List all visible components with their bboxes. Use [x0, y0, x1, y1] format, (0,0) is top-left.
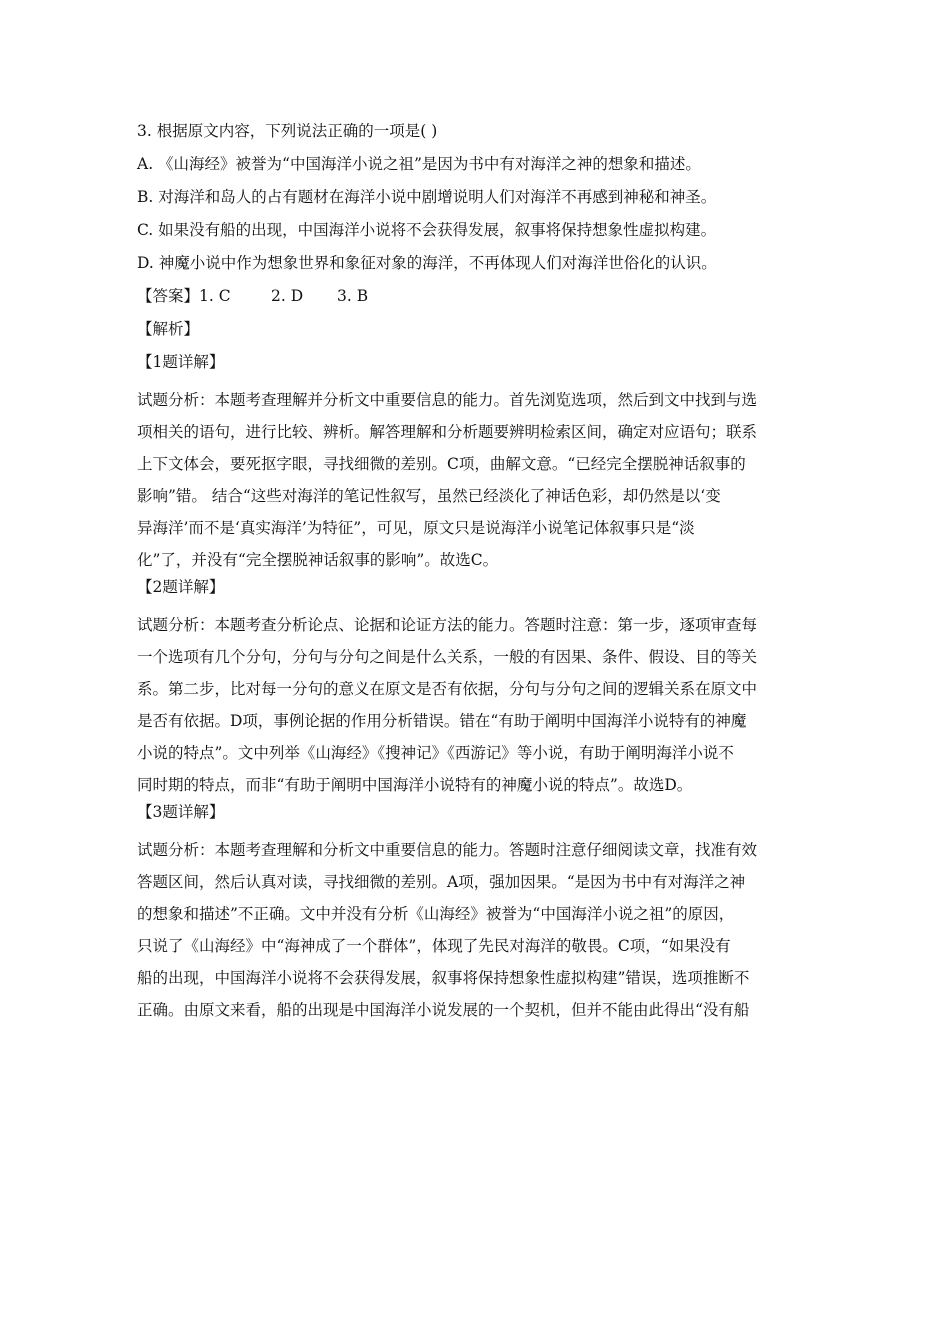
text-line: 影响”错。 结合“这些对海洋的笔记性叙写，虽然已经淡化了神话色彩，却仍然是以‘变	[137, 487, 721, 505]
answer-line	[137, 285, 813, 308]
text-line: 船的出现，中国海洋小说将不会获得发展，叙事将保持想象性虚拟构建”错误，选项推断不	[137, 969, 750, 987]
analysis-heading: 【解析】	[137, 320, 200, 338]
text-line: 试题分析：本题考查分析论点、论据和论证方法的能力。答题时注意：第一步，逐项审查每	[137, 616, 758, 634]
detail-paragraph-1	[137, 384, 813, 576]
answer-item: 3. B	[337, 287, 369, 305]
answer-item: 1. C	[199, 287, 231, 305]
text-line: 小说的特点”。文中列举《山海经》《搜神记》《西游记》等小说，有助于阐明海洋小说不	[137, 744, 734, 762]
text-line: 试题分析：本题考查理解和分析文中重要信息的能力。答题时注意仔细阅读文章，找准有效	[137, 841, 758, 859]
text-line: 的想象和描述”不正确。文中并没有分析《山海经》被誉为“中国海洋小说之祖”的原因，	[137, 905, 735, 923]
text-line: 答题区间，然后认真对读，寻找细微的差别。A项，强加因果。“是因为书中有对海洋之神	[137, 873, 746, 891]
text-line: 系。第二步，比对每一分句的意义在原文是否有依据，分句与分句之间的逻辑关系在原文中	[137, 680, 758, 698]
detail-heading-1: 【1题详解】	[137, 353, 225, 371]
detail-heading-3: 【3题详解】	[137, 803, 225, 821]
text-line: 试题分析：本题考查理解并分析文中重要信息的能力。首先浏览选项，然后到文中找到与选	[137, 391, 758, 409]
detail-paragraph-2	[137, 609, 813, 801]
option-b: B. 对海洋和岛人的占有题材在海洋小说中剧增说明人们对海洋不再感到神秘和神圣。	[137, 188, 717, 206]
text-line: 异海洋’而不是‘真实海洋’为特征”，可见，原文只是说海洋小说笔记体叙事只是“淡	[137, 519, 695, 537]
option-a: A. 《山海经》被誉为“中国海洋小说之祖”是因为书中有对海洋之神的想象和描述。	[137, 155, 701, 173]
text-line: 一个选项有几个分句，分句与分句之间是什么关系，一般的有因果、条件、假设、目的等关	[137, 648, 758, 666]
answer-label: 【答案】	[137, 287, 200, 305]
text-line: 是否有依据。D项，事例论据的作用分析错误。错在“有助于阐明中国海洋小说特有的神魔	[137, 712, 747, 730]
document-body	[137, 120, 813, 1026]
question-stem: 3. 根据原文内容，下列说法正确的一项是( )	[137, 122, 438, 140]
option-c: C. 如果没有船的出现，中国海洋小说将不会获得发展，叙事将保持想象性虚拟构建。	[137, 221, 717, 239]
text-line: 项相关的语句，进行比较、辨析。解答理解和分析题要辨明检索区间，确定对应语句；联系	[137, 423, 758, 441]
option-d: D. 神魔小说中作为想象世界和象征对象的海洋，不再体现人们对海洋世俗化的认识。	[137, 254, 717, 272]
answer-item: 2. D	[271, 287, 304, 305]
text-line: 正确。由原文来看，船的出现是中国海洋小说发展的一个契机，但并不能由此得出“没有船	[137, 1001, 750, 1019]
text-line: 同时期的特点，而非“有助于阐明中国海洋小说特有的神魔小说的特点”。故选D。	[137, 776, 693, 794]
text-line: 上下文体会，要死抠字眼，寻找细微的差别。C项，曲解文意。“已经完全摆脱神话叙事的	[137, 455, 746, 473]
detail-paragraph-3	[137, 834, 813, 1026]
text-line: 化”了，并没有“完全摆脱神话叙事的影响”。故选C。	[137, 551, 499, 569]
text-line: 只说了《山海经》中“海神成了一个群体”，体现了先民对海洋的敬畏。C项，“如果没有	[137, 937, 731, 955]
detail-heading-2: 【2题详解】	[137, 578, 225, 596]
